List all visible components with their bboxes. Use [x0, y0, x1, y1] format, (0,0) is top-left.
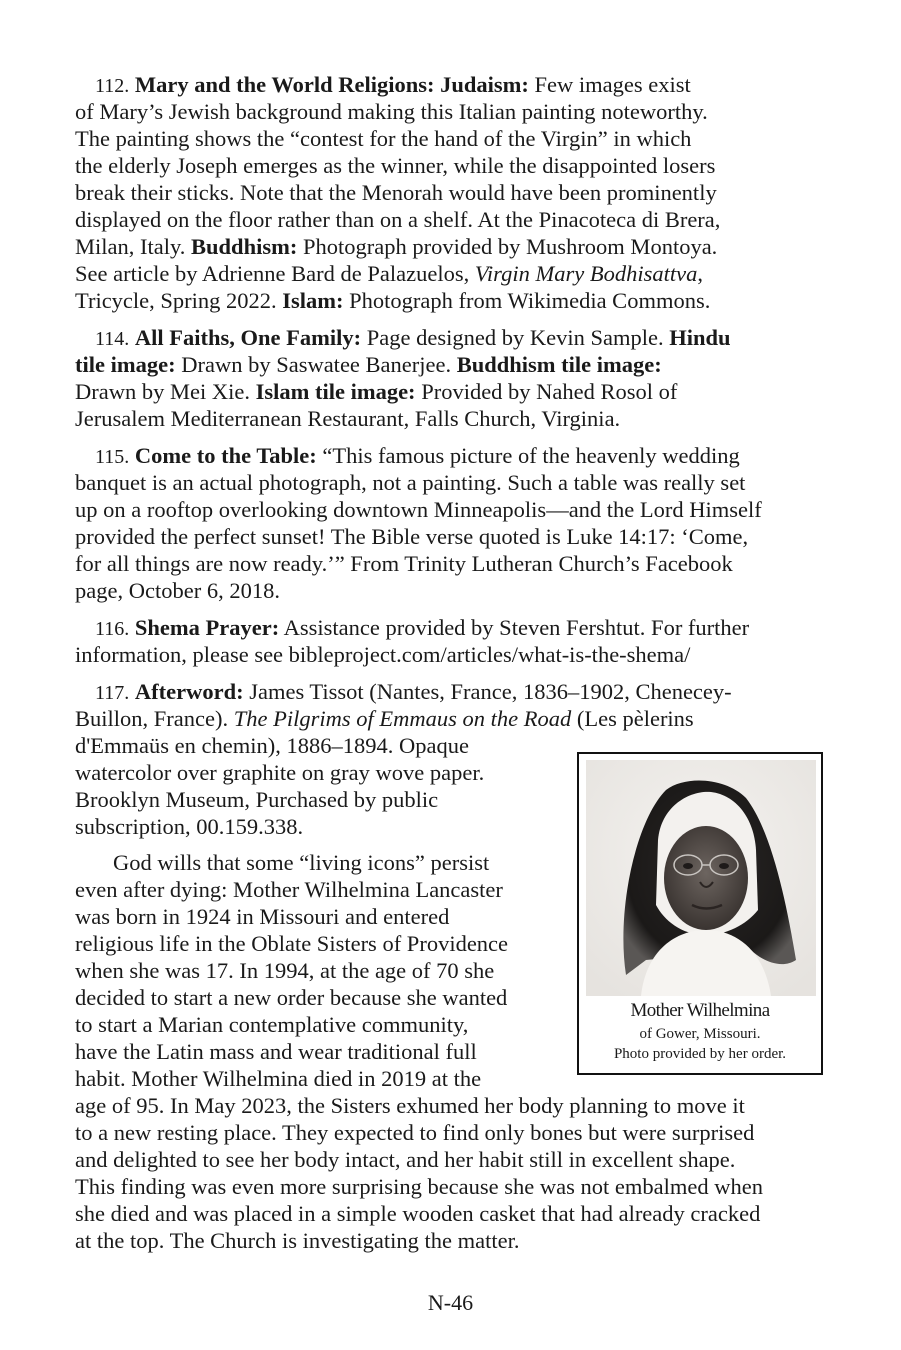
note-number: 112.: [95, 75, 130, 97]
note-text: Milan, Italy.: [75, 234, 192, 259]
caption-credit: Photo provided by her order.: [613, 1046, 787, 1062]
note-text: Drawn by Mei Xie.: [75, 379, 256, 404]
caption-place: of Gower, Missouri.: [639, 1026, 761, 1042]
note-subtitle: Islam:: [282, 288, 344, 313]
note-line: Jerusalem Mediterranean Restaurant, Falls Church, Virginia.: [75, 406, 621, 431]
note-subtitle: Buddhism:: [191, 234, 298, 259]
note-line: [95, 324, 731, 353]
note-number: 115.: [95, 446, 130, 468]
story-line: to a new resting place. They expected to find only bones but were surprised: [75, 1120, 755, 1145]
note-line: [95, 614, 749, 643]
note-subtitle: Hindu: [669, 325, 731, 350]
note-line: [95, 678, 732, 707]
story-line: and delighted to see her body intact, and her habit still in excellent shape.: [75, 1147, 736, 1172]
story-line: have the Latin mass and wear traditional full: [75, 1039, 477, 1064]
story-line: religious life in the Oblate Sisters of Providence: [75, 931, 509, 956]
note-line: [75, 351, 662, 378]
note-line: for all things are now ready.’” From Trinity Lutheran Church’s Facebook: [75, 551, 733, 576]
artwork-title: The Pilgrims of Emmaus on the Road: [233, 706, 572, 731]
note-number: 114.: [95, 328, 130, 350]
note-title: All Faiths, One Family:: [134, 325, 362, 350]
note-line: [95, 442, 740, 471]
note-title: Come to the Table:: [134, 443, 317, 468]
portrait-figure: [577, 752, 823, 1075]
story-line: to start a Marian contemplative community,: [75, 1012, 469, 1037]
note-line: information, please see bibleproject.com/articles/what-is-the-shema/: [75, 642, 691, 667]
note-text: Assistance provided by Steven Fershtut. For further: [279, 615, 750, 640]
story-line: age of 95. In May 2023, the Sisters exhumed her body planning to move it: [75, 1093, 745, 1118]
note-text: See article by Adrienne Bard de Palazuelos,: [75, 261, 475, 286]
note-subtitle: tile image:: [75, 352, 176, 377]
note-text: Page designed by Kevin Sample.: [361, 325, 670, 350]
note-text: Tricycle, Spring 2022.: [75, 288, 283, 313]
story-line: This finding was even more surprising because she was not embalmed when: [75, 1174, 763, 1199]
caption-name: Mother Wilhelmina: [630, 1000, 770, 1021]
story-line: God wills that some “living icons” persist: [113, 850, 490, 875]
note-line: break their sticks. Note that the Menorah would have been prominently: [75, 180, 717, 205]
note-line: displayed on the floor rather than on a shelf. At the Pinacoteca di Brera,: [75, 207, 721, 232]
note-line: subscription, 00.159.338.: [75, 814, 304, 839]
note-line: watercolor over graphite on gray wove paper.: [75, 760, 485, 785]
note-line: banquet is an actual photograph, not a painting. Such a table was really set: [75, 470, 746, 495]
note-title: Afterword:: [134, 679, 244, 704]
story-line: was born in 1924 in Missouri and entered: [75, 904, 450, 929]
note-line: [75, 287, 710, 314]
story-line: decided to start a new order because she wanted: [75, 985, 508, 1010]
note-text: (Les pèlerins: [571, 706, 694, 731]
note-line: [75, 233, 717, 260]
nun-portrait-image: [586, 760, 816, 996]
note-line: [95, 71, 691, 100]
note-text: Photograph provided by Mushroom Montoya.: [297, 234, 718, 259]
portrait-photo: [586, 760, 816, 996]
note-line: [75, 705, 694, 732]
note-text: James Tissot (Nantes, France, 1836–1902, Chenecey-: [243, 679, 732, 704]
note-title: Mary and the World Religions: Judaism:: [134, 72, 529, 97]
story-line: when she was 17. In 1994, at the age of 70 she: [75, 958, 495, 983]
note-text: Buillon, France).: [75, 706, 234, 731]
note-number: 116.: [95, 618, 130, 640]
article-title: Virgin Mary Bodhisattva: [474, 261, 698, 286]
note-line: of Mary’s Jewish background making this Italian painting noteworthy.: [75, 99, 708, 124]
note-text: Photograph from Wikimedia Commons.: [343, 288, 711, 313]
note-line: [75, 378, 677, 405]
note-subtitle: Buddhism tile image:: [456, 352, 662, 377]
note-line: d'Emmaüs en chemin), 1886–1894. Opaque: [75, 733, 469, 758]
note-line: The painting shows the “contest for the hand of the Virgin” in which: [75, 126, 692, 151]
note-text: Drawn by Saswatee Banerjee.: [175, 352, 457, 377]
note-line: Brooklyn Museum, Purchased by public: [75, 787, 439, 812]
note-text: Few images exist: [528, 72, 691, 97]
note-text: “This famous picture of the heavenly wedding: [316, 443, 740, 468]
story-line: she died and was placed in a simple wooden casket that had already cracked: [75, 1201, 761, 1226]
note-line: page, October 6, 2018.: [75, 578, 280, 603]
note-number: 117.: [95, 682, 130, 704]
story-line: even after dying: Mother Wilhelmina Lancaster: [75, 877, 503, 902]
note-line: up on a rooftop overlooking downtown Minneapolis—and the Lord Himself: [75, 497, 762, 522]
note-text: Provided by Nahed Rosol of: [415, 379, 678, 404]
note-line: the elderly Joseph emerges as the winner, while the disappointed losers: [75, 153, 716, 178]
note-line: [75, 260, 703, 287]
note-title: Shema Prayer:: [134, 615, 280, 640]
note-line: provided the perfect sunset! The Bible verse quoted is Luke 14:17: ‘Come,: [75, 524, 749, 549]
story-line: at the top. The Church is investigating the matter.: [75, 1228, 520, 1253]
story-line: habit. Mother Wilhelmina died in 2019 at the: [75, 1066, 482, 1091]
page-number: N-46: [427, 1290, 474, 1315]
note-text: ,: [697, 261, 703, 286]
note-subtitle: Islam tile image:: [255, 379, 416, 404]
